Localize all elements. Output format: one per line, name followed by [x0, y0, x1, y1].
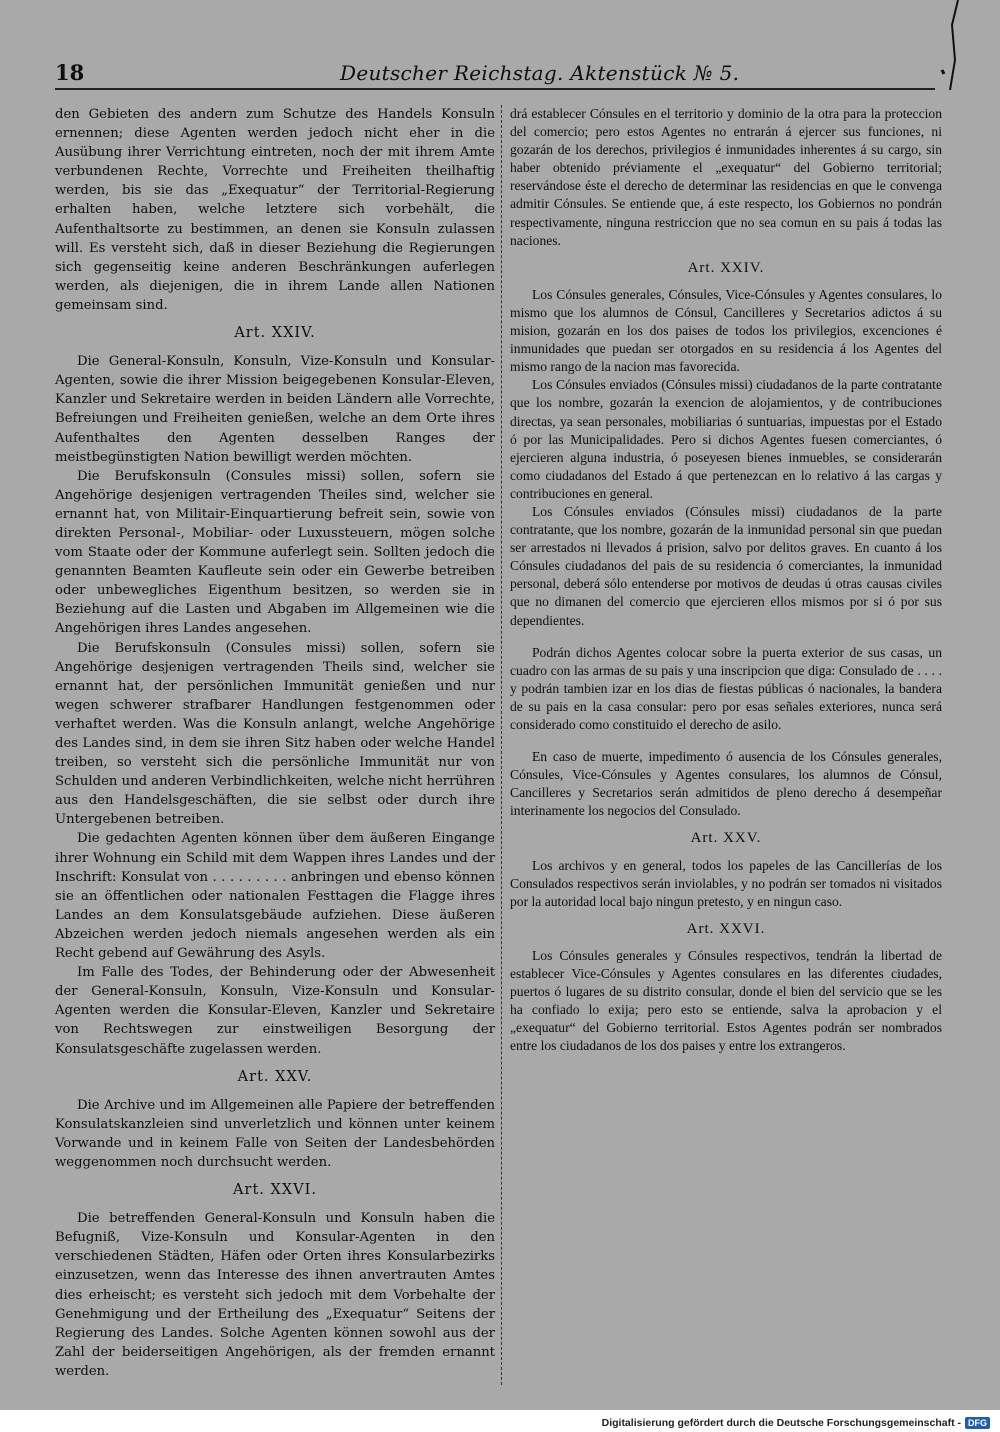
header-rule — [55, 88, 935, 90]
german-art24-paragraph-1: Die General-Konsuln, Konsuln, Vize-Konsuln und Konsular-Agenten, sowie die ihrer Mission beigegebenen Konsular-Eleven, Kanzler und Sekretaire werden in beiden Ländern alle Vorrechte, Befreiungen und Freiheiten genießen, welche an dem Orte ihres Aufenthaltes den Agenten desselben Ranges der meistbegünstigten Nation bewilligt werden möchten. — [55, 354, 495, 465]
spanish-art24-paragraph-4: Podrán dichos Agentes colocar sobre la puerta exterior de sus casas, un cuadro con las armas de su pais y una inscripcion que diga: Consulado de . . . . y podrán tambien izar en los dias de fiestas públicas ó nacionales, la bandera de su pais en la casa consular: pero por esas señales exteriores, nunca será considerado como constituido el derecho de asilo. — [510, 644, 942, 732]
digitization-footer — [602, 1415, 990, 1431]
german-art24-paragraph-4: Die gedachten Agenten können über dem äußeren Eingange ihrer Wohnung ein Schild mit dem Wappen ihres Landes und der Inschrift: Konsulat von . . . . . . . . . anbringen und ebenso können sie an öffentlichen oder nationalen Festtagen die Flagge ihres Landes an dem Konsulatsgebäude aufziehen. Diese äußeren Abzeichen werden jedoch niemals angesehen werden als ein Recht gebend auf Gewährung des Asyls. — [55, 831, 495, 962]
german-art25-paragraph: Die Archive und im Allgemeinen alle Papiere der betreffenden Konsulatskanzleien sind unverletzlich und können unter keinem Vorwande und in keinem Falle von Seiten der Landesbehörden weggenommen noch durchsucht werden. — [55, 1097, 495, 1170]
german-art24-paragraph-2: Die Berufskonsuln (Consules missi) sollen, sofern sie Angehörige desjenigen vertragenden Theiles sind, welcher sie ernannt hat, von Militair-Einquartierung befreit sein, sowie von direkten Personal-, Mobiliar- oder Luxussteuern, mögen solche vom Staate oder der Kommune auferlegt sein. Sollten jedoch die genannten Beamten Kaufleute sein oder ein Gewerbe betreiben oder unbewegliches Eigenthum besitzen, so werden sie in Beziehung auf die Lasten und Abgaben im Allgemeinen wie die Angehörigen ihres Landes angesehen. — [55, 468, 495, 637]
spanish-art25-paragraph: Los archivos y en general, todos los papeles de las Cancillerías de los Consulados respectivos serán inviolables, y no podrán ser tomados ni visitados por la autoridad local bajo ningun pretesto, y en ningun caso. — [510, 857, 942, 909]
running-title: Deutscher Reichstag. Aktenstück № 5. — [340, 61, 740, 85]
spanish-art26-heading: Art. XXVI. — [686, 920, 766, 937]
german-art24-heading: Art. XXIV. — [234, 325, 316, 342]
footer-credit: Digitalisierung gefördert durch die Deutsche Forschungsgemeinschaft - — [601, 1417, 961, 1429]
spanish-art24-heading: Art. XXIV. — [687, 259, 765, 276]
page-header — [0, 60, 1000, 94]
german-art24-paragraph-5: Im Falle des Todes, der Behinderung oder der Abwesenheit der General-Konsuln, Konsuln, Vize-Konsuln und Konsular-Agenten werden die Konsular-Eleven, Kanzler und Sekretaire von Rechtswegen zur einstweiligen Besorgung der Konsulatsgeschäfte zugelassen werden. — [55, 965, 495, 1057]
german-column — [55, 105, 495, 1381]
spanish-intro: drá establecer Cónsules en el territorio y dominio de la otra para la proteccion del comercio; pero estos Agentes no entrarán á ejercer sus funciones, ni gozarán de los derechos, privilegios é inmunidades inherentes á su cargo, sin haber obtenido préviamente el „exequatur“ del Gobierno territorial; reservándose éste el derecho de determinar las residencias en que le convenga admitir Cónsules. Se entiende que, á este respecto, los Gobiernos no pondrán respectivamente, ninguna restriccion que no sea comun en su pais á todas las naciones. — [510, 106, 942, 248]
german-art25-heading: Art. XXV. — [237, 1068, 313, 1085]
german-intro: den Gebieten des andern zum Schutze des Handels Konsuln ernennen; diese Agenten werden jedoch nicht eher in die Ausübung ihrer Verrichtung eintreten, noch der mit ihrem Amte verbundenen Rechte, Vorrechte und Freiheiten theilhaftig werden, bis sie das „Exequatur“ der Territorial-Regierung erhalten haben, welche letztere sich vorbehält, die Aufenthaltsorte zu bestimmen, an denen sie Konsuln zulassen will. Es versteht sich, daß in dieser Beziehung die Regierungen sich gegenseitig keine anderen Beschränkungen auferlegen werden, als diejenigen, die in ihrem Lande allen Nationen gemeinsam sind. — [55, 107, 495, 313]
german-art26-heading: Art. XXVI. — [233, 1182, 317, 1199]
spanish-art24-paragraph-3: Los Cónsules enviados (Cónsules missi) ciudadanos de la parte contratante, que los nombre, gozarán de la inmunidad personal sin que puedan ser arrestados ni llevados á prision, salvo por delitos graves. En cuanto á los Cónsules ciudadanos del pais de su residencia ó comerciantes, la inmunidad personal, deberá sólo entenderse por motivos de deudas ú otras causas civiles que no dimanen del comercio que ejercieren ellos mismos por si ó por sus dependientes. — [510, 503, 942, 628]
spanish-art24-paragraph-2: Los Cónsules enviados (Cónsules missi) ciudadanos de la parte contratante que los nombre, gozarán la exencion de alojamientos, y de contribuciones directas, ya sean personales, mobiliarias ó suntuarias, impuestas por el Estado ó por las Municipalidades. Pero si dichos Agentes fuesen comerciantes, ó ejercieren alguna industria, ó poseyesen bienes inmuebles, se considerarán como ciudadanos del Estado á que pertenezcan en lo relativo á las cargas y contribuciones en general. — [510, 377, 942, 501]
page-number: 18 — [55, 60, 85, 85]
spanish-art25-heading: Art. XXV. — [690, 830, 762, 847]
column-divider — [501, 105, 503, 1385]
spanish-column — [510, 105, 942, 1056]
spanish-art26-paragraph: Los Cónsules generales y Cónsules respectivos, tendrán la libertad de establecer Vice-Cónsules y Agentes consulares en las diferentes ciudades, puertos ó lugares de su distrito consular, donde el bien del servicio que se les ha confiado lo exija; pero esto se entiende, salva la aprobacion y el „exequatur“ del Gobierno territorial. Estos Agentes podrán ser nombrados entre los ciudadanos de los dos paises y entre los extrangeros. — [510, 947, 942, 1054]
german-art24-paragraph-3: Die Berufskonsuln (Consules missi) sollen, sofern sie Angehörige desjenigen vertragenden Theils sind, welcher sie ernannt hat, der persönlichen Immunität genießen und nur wegen schwerer strafbarer Handlungen festgenommen oder verhaftet werden. Was die Konsuln anlangt, welche Angehörige des Landes sind, in dem sie ihren Sitz haben oder welche Handel treiben, so versteht sich die persönliche Immunität nur von Schulden und anderen Verbindlichkeiten, welche nicht herrühren aus den Handelsgeschäften, die sie selbst oder durch ihre Untergebenen betreiben. — [55, 640, 495, 828]
dfg-logo: DFG — [965, 1417, 990, 1429]
german-art26-paragraph: Die betreffenden General-Konsuln und Konsuln haben die Befugniß, Vize-Konsuln und Konsular-Agenten in den verschiedenen Städten, Häfen oder Orten ihres Konsularbezirks einzusetzen, wenn das Interesse des ihnen anvertrauten Amtes dies erheischt; es versteht sich jedoch mit dem Vorbehalte der Genehmigung und der Ertheilung des „Exequatur“ Seitens der Regierung des Landes. Solche Agenten können sowohl aus der Zahl der beiderseitigen Angehörigen, als der fremden ernannt werden. — [55, 1211, 495, 1379]
spanish-art24-paragraph-1: Los Cónsules generales, Cónsules, Vice-Cónsules y Agentes consulares, lo mismo que los alumnos de Cónsul, Cancilleres y Secretarios adictos á su mision, gozarán en los dos paises de todos los privilegios, excenciones é inmunidades que puedan ser otorgados en su residencia á los Agentes del mismo rango de la nacion mas favorecida. — [510, 286, 942, 375]
spanish-art24-paragraph-5: En caso de muerte, impedimento ó ausencia de los Cónsules generales, Cónsules, Vice-Cónsules y Agentes consulares, los alumnos de Cónsul, Cancilleres y Secretarios serán admitidos de pleno derecho á desempeñar interinamente los negocios del Consulado. — [510, 749, 942, 819]
